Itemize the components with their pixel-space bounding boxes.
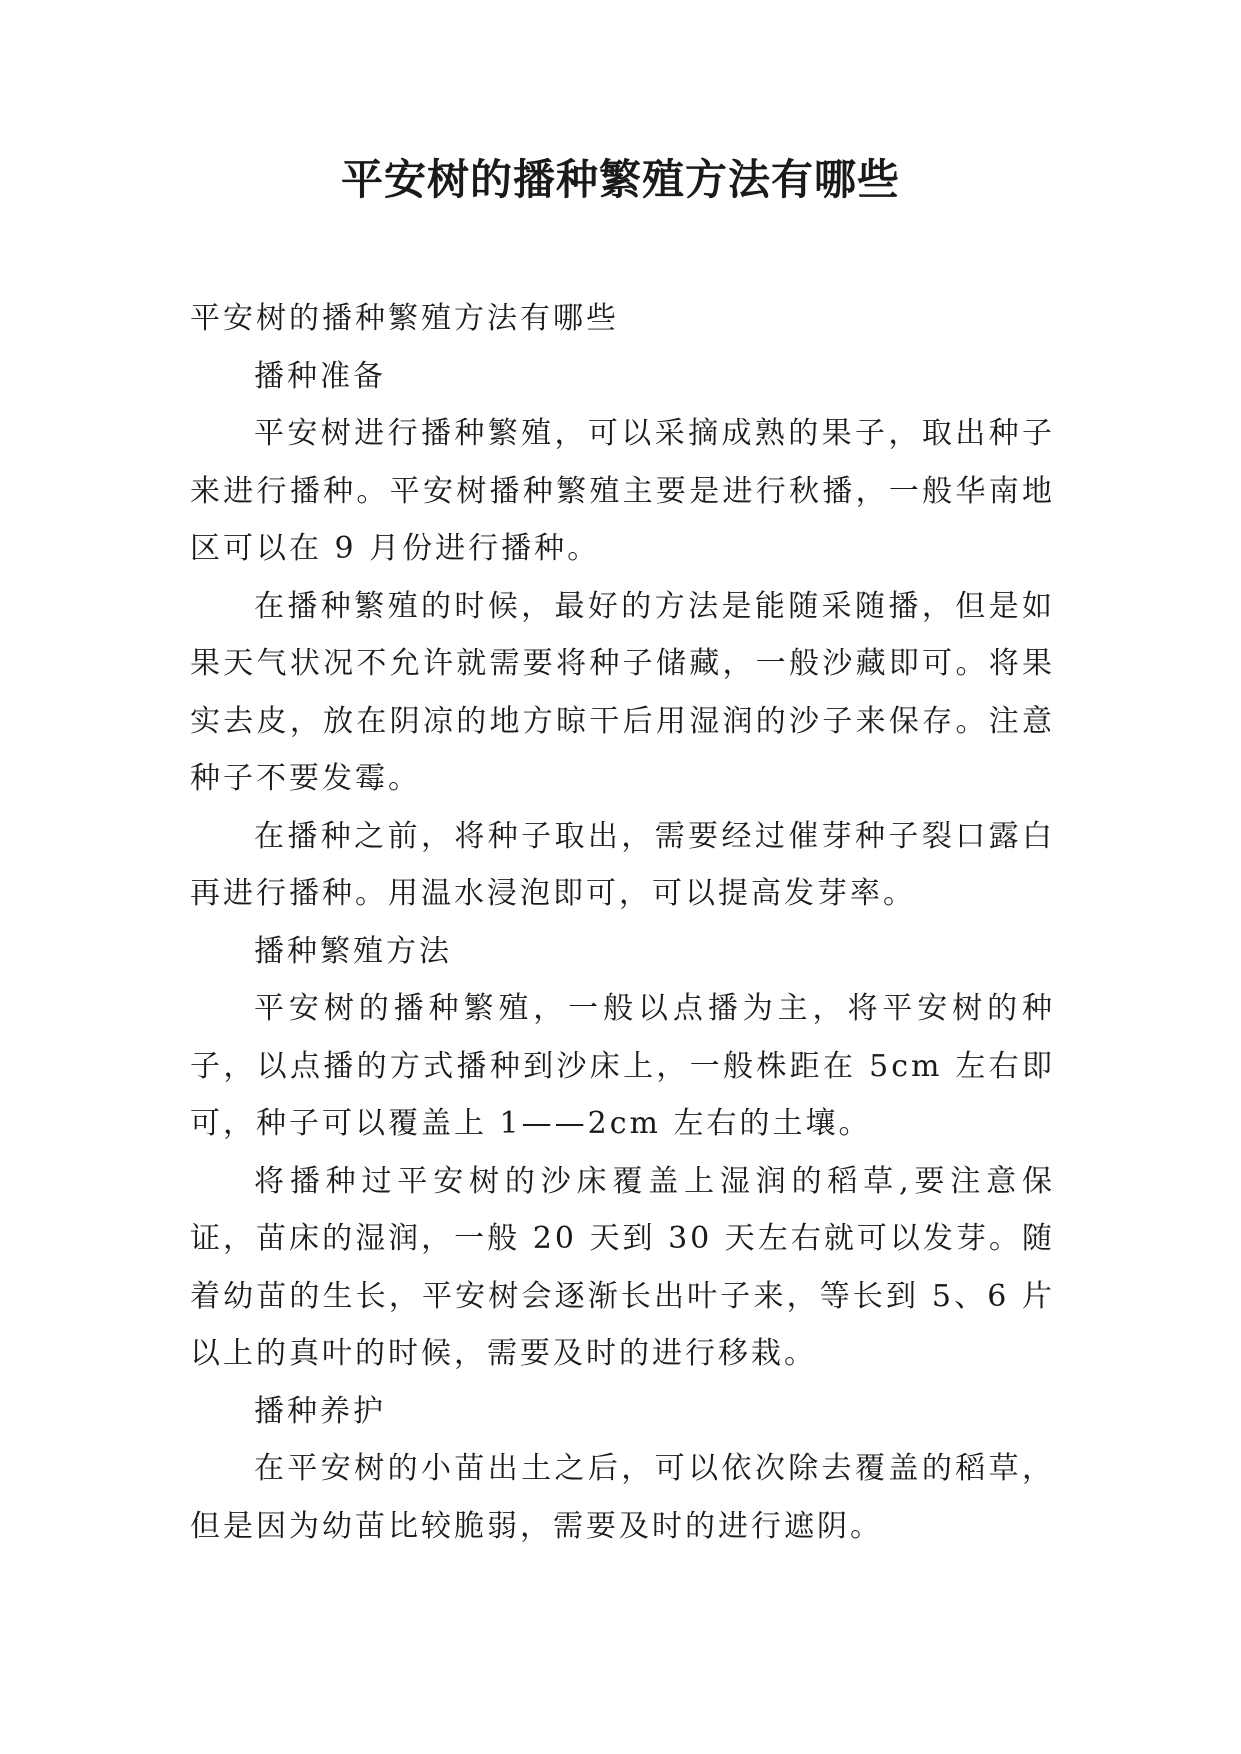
paragraph: 平安树进行播种繁殖，可以采摘成熟的果子，取出种子来进行播种。平安树播种繁殖主要是进行秋播，一般华南地区可以在 9 月份进行播种。 (190, 416, 1055, 566)
document-body (190, 290, 1055, 1555)
paragraph: 在播种之前，将种子取出，需要经过催芽种子裂口露白再进行播种。用温水浸泡即可，可以提高发芽率。 (190, 818, 1055, 911)
section-heading-sowing-prep: 播种准备 (254, 358, 386, 394)
paragraph: 将播种过平安树的沙床覆盖上湿润的稻草,要注意保证，苗床的湿润，一般 20 天到 30 天左右就可以发芽。随着幼苗的生长，平安树会逐渐长出叶子来，等长到 5、6 片以上的真叶的时候，需要及时的进行移栽。 (190, 1163, 1055, 1371)
document-title: 平安树的播种繁殖方法有哪些 (340, 155, 900, 204)
paragraph: 在平安树的小苗出土之后，可以依次除去覆盖的稻草，但是因为幼苗比较脆弱，需要及时的进行遮阴。 (190, 1451, 1055, 1544)
section-heading-sowing-care: 播种养护 (254, 1393, 386, 1429)
paragraph: 平安树的播种繁殖，一般以点播为主，将平安树的种子，以点播的方式播种到沙床上，一般株距在 5cm 左右即可，种子可以覆盖上 1——2cm 左右的土壤。 (190, 991, 1055, 1141)
lead-line: 平安树的播种繁殖方法有哪些 (190, 301, 619, 336)
paragraph: 在播种繁殖的时候，最好的方法是能随采随播，但是如果天气状况不允许就需要将种子储藏，一般沙藏即可。将果实去皮，放在阴凉的地方晾干后用湿润的沙子来保存。注意种子不要发霉。 (190, 588, 1055, 796)
section-heading-sowing-method: 播种繁殖方法 (254, 933, 452, 969)
